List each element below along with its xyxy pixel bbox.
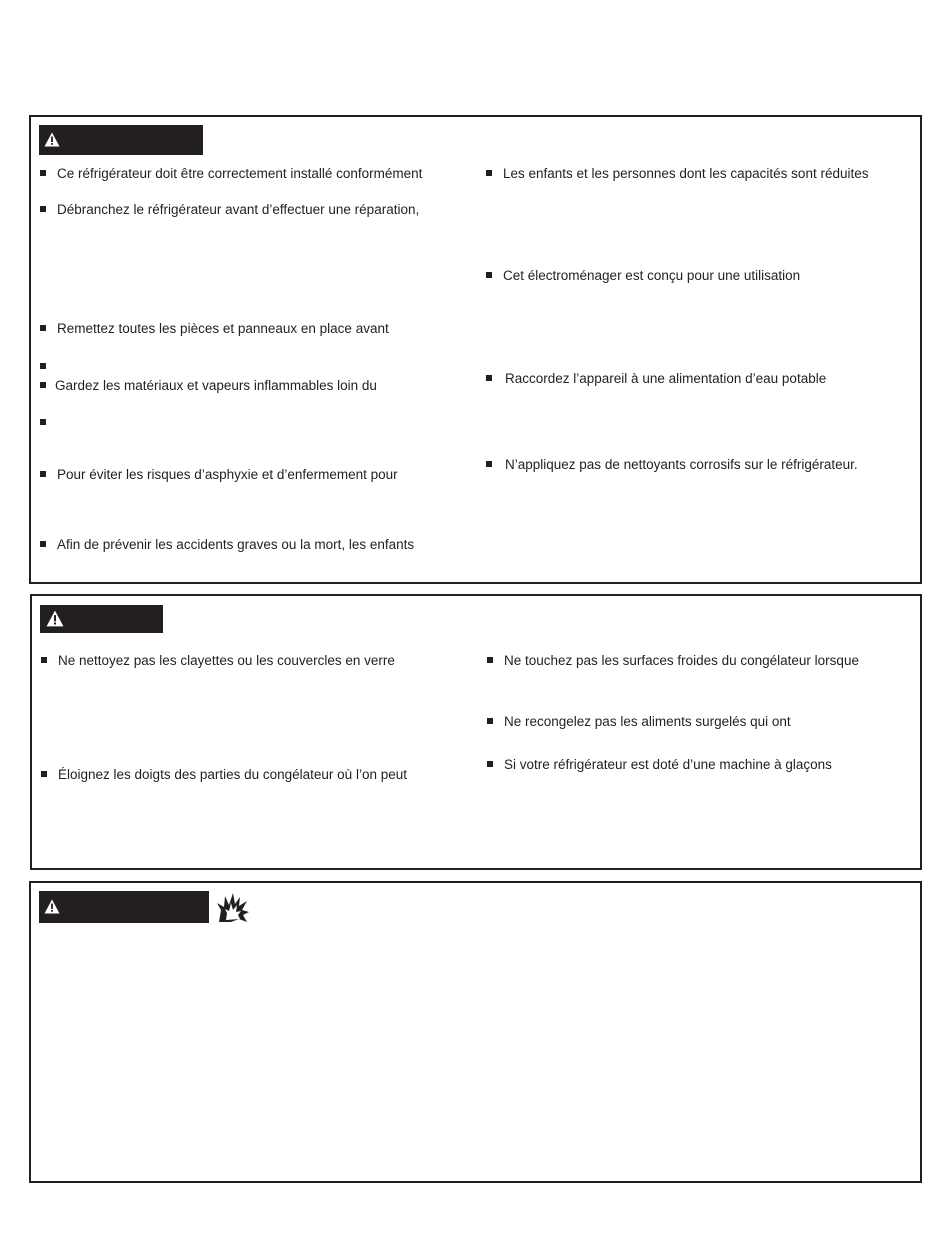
list-item: Ne nettoyez pas les clayettes ou les couvercles en verre: [41, 653, 395, 669]
warning-banner: [39, 891, 209, 923]
list-item: Gardez les matériaux et vapeurs inflammables loin du: [40, 378, 377, 394]
list-item: Ce réfrigérateur doit être correctement installé conformément: [40, 166, 422, 182]
list-item: Les enfants et les personnes dont les capacités sont réduites: [486, 166, 868, 182]
list-item: Ne recongelez pas les aliments surgelés qui ont: [487, 714, 791, 730]
bullet-icon: [487, 761, 493, 767]
bullet-icon: [486, 461, 492, 467]
warning-panel-3: [29, 881, 922, 1183]
bullet-icon: [40, 363, 46, 369]
bullet-icon: [41, 657, 47, 663]
list-item: Remettez toutes les pièces et panneaux en place avant: [40, 321, 389, 337]
list-item: [40, 359, 57, 375]
list-item: Cet électroménager est conçu pour une utilisation: [486, 268, 800, 284]
bullet-icon: [40, 382, 46, 388]
list-item: Si votre réfrigérateur est doté d’une machine à glaçons: [487, 757, 832, 773]
warning-triangle-icon: [44, 132, 60, 147]
warning-panel-1: [29, 115, 922, 584]
list-item: Pour éviter les risques d’asphyxie et d’enfermement pour: [40, 467, 398, 483]
bullet-icon: [486, 170, 492, 176]
warning-banner: [40, 605, 163, 633]
list-item: Raccordez l’appareil à une alimentation d’eau potable: [486, 371, 826, 387]
warning-triangle-icon: [44, 899, 60, 914]
warning-panel-2: [30, 594, 922, 870]
warning-banner: [39, 125, 203, 155]
bullet-icon: [40, 206, 46, 212]
bullet-icon: [486, 375, 492, 381]
list-item: Éloignez les doigts des parties du congélateur où l’on peut: [41, 767, 407, 783]
warning-triangle-icon: [46, 610, 64, 627]
bullet-icon: [40, 170, 46, 176]
list-item: Débranchez le réfrigérateur avant d’effectuer une réparation,: [40, 202, 419, 218]
bullet-icon: [487, 657, 493, 663]
bullet-icon: [40, 471, 46, 477]
bullet-icon: [486, 272, 492, 278]
list-item: [40, 415, 57, 431]
bullet-icon: [487, 718, 493, 724]
list-item: Afin de prévenir les accidents graves ou la mort, les enfants: [40, 537, 414, 553]
bullet-icon: [40, 541, 46, 547]
bullet-icon: [40, 325, 46, 331]
bullet-icon: [41, 771, 47, 777]
list-item: Ne touchez pas les surfaces froides du congélateur lorsque: [487, 653, 859, 669]
explosion-icon: [217, 893, 249, 923]
list-item: N’appliquez pas de nettoyants corrosifs sur le réfrigérateur.: [486, 457, 858, 473]
bullet-icon: [40, 419, 46, 425]
